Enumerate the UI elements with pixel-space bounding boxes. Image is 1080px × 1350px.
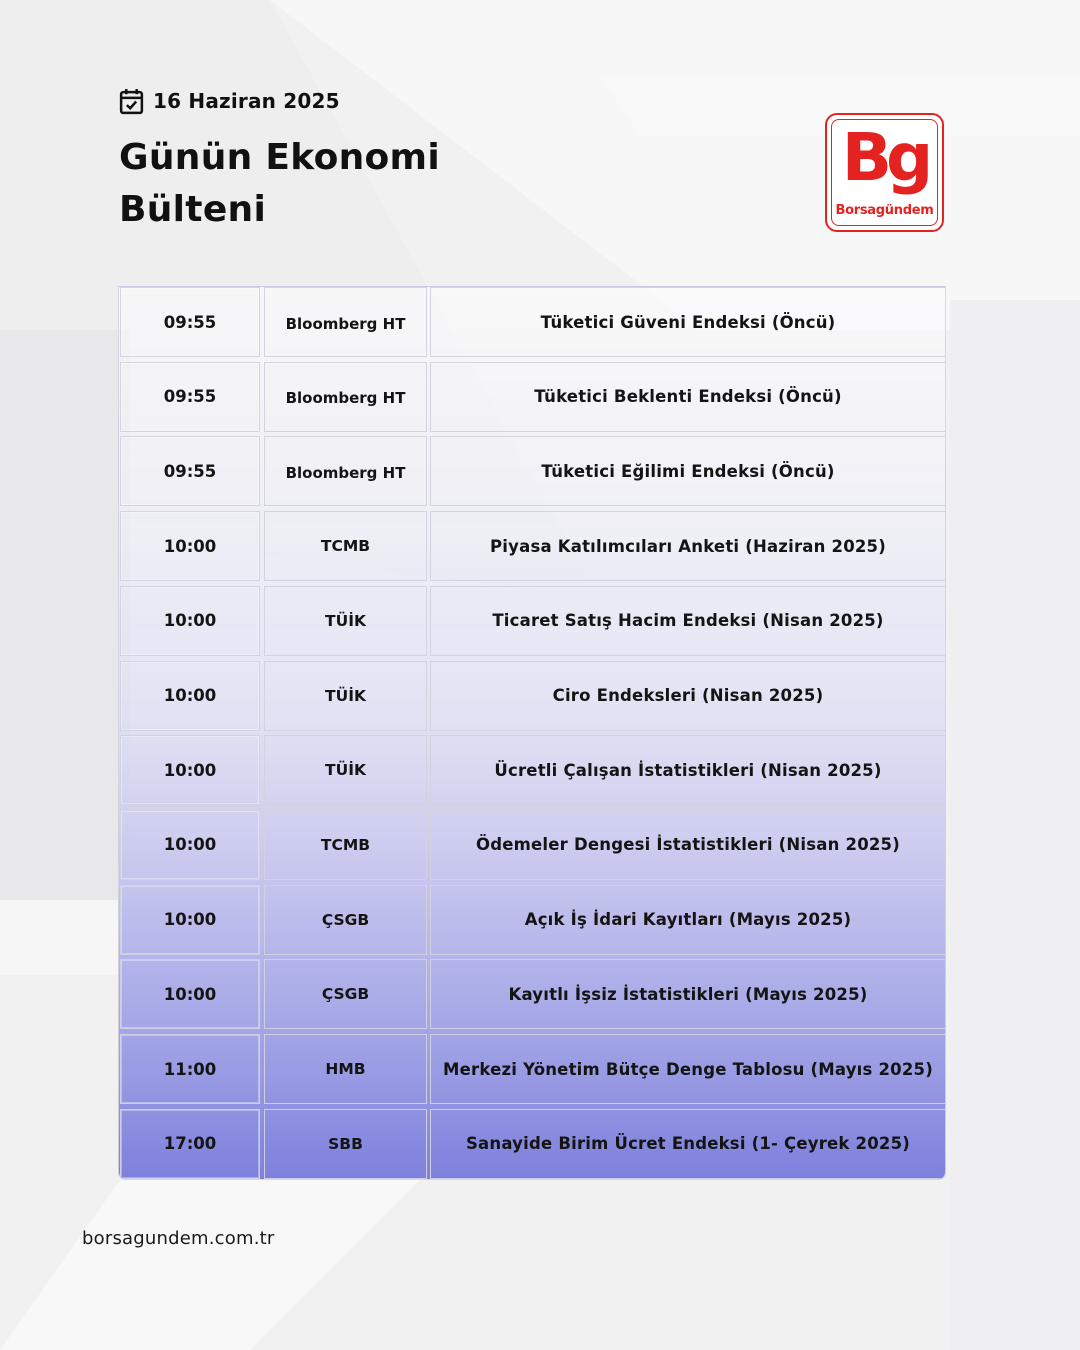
- event-cell: Tüketici Eğilimi Endeksi (Öncü): [430, 436, 946, 506]
- source-cell: TÜİK: [264, 661, 427, 731]
- calendar-check-icon: [119, 88, 144, 115]
- source-cell: TÜİK: [264, 586, 427, 656]
- title-line-1: Günün Ekonomi: [119, 137, 441, 178]
- source-cell: HMB: [264, 1034, 427, 1104]
- event-cell: Sanayide Birim Ücret Endeksi (1- Çeyrek 2025): [430, 1109, 946, 1179]
- time-cell: 10:00: [120, 885, 260, 955]
- table-row: [119, 810, 946, 882]
- source-cell: ÇSGB: [264, 959, 427, 1029]
- page-title: [119, 132, 539, 236]
- source-cell: ÇSGB: [264, 885, 427, 955]
- event-cell: Tüketici Beklenti Endeksi (Öncü): [430, 362, 946, 432]
- event-cell: Ödemeler Dengesi İstatistikleri (Nisan 2025): [430, 810, 946, 880]
- time-cell: 10:00: [120, 735, 260, 805]
- title-line-2: Bülteni: [119, 189, 267, 230]
- schedule-table: [118, 286, 946, 1180]
- source-cell: Bloomberg HT: [264, 362, 427, 432]
- time-cell: 10:00: [120, 810, 260, 880]
- event-cell: Ticaret Satış Hacim Endeksi (Nisan 2025): [430, 586, 946, 656]
- event-cell: Piyasa Katılımcıları Anketi (Haziran 2025): [430, 511, 946, 581]
- table-row: [119, 362, 946, 434]
- event-cell: Açık İş İdari Kayıtları (Mayıs 2025): [430, 885, 946, 955]
- logo-wordmark: Borsagündem: [835, 203, 934, 218]
- event-cell: Kayıtlı İşsiz İstatistikleri (Mayıs 2025): [430, 959, 946, 1029]
- time-cell: 11:00: [120, 1034, 260, 1104]
- event-cell: Ciro Endeksleri (Nisan 2025): [430, 661, 946, 731]
- date-label: 16 Haziran 2025: [153, 89, 340, 113]
- source-cell: TCMB: [264, 511, 427, 581]
- table-row: [119, 1109, 946, 1180]
- event-cell: Tüketici Güveni Endeksi (Öncü): [430, 287, 946, 357]
- table-row: [119, 959, 946, 1031]
- time-cell: 10:00: [120, 511, 260, 581]
- time-cell: 17:00: [120, 1109, 260, 1179]
- event-cell: Ücretli Çalışan İstatistikleri (Nisan 2025): [430, 735, 946, 805]
- time-cell: 10:00: [120, 586, 260, 656]
- table-row: [119, 735, 946, 807]
- time-cell: 10:00: [120, 959, 260, 1029]
- table-row: [119, 436, 946, 508]
- source-cell: Bloomberg HT: [264, 287, 427, 357]
- time-cell: 09:55: [120, 436, 260, 506]
- table-row: [119, 661, 946, 733]
- table-row: [119, 287, 946, 359]
- source-cell: Bloomberg HT: [264, 436, 427, 506]
- table-row: [119, 586, 946, 658]
- logo-letters: Bg: [841, 119, 928, 196]
- time-cell: 10:00: [120, 661, 260, 731]
- table-row: [119, 1034, 946, 1106]
- source-cell: SBB: [264, 1109, 427, 1179]
- borsagundem-logo: [825, 113, 944, 232]
- footer-website: borsagundem.com.tr: [82, 1228, 275, 1249]
- time-cell: 09:55: [120, 287, 260, 357]
- table-row: [119, 885, 946, 957]
- source-cell: TÜİK: [264, 735, 427, 805]
- time-cell: 09:55: [120, 362, 260, 432]
- event-cell: Merkezi Yönetim Bütçe Denge Tablosu (Mayıs 2025): [430, 1034, 946, 1104]
- date-header: [119, 87, 340, 115]
- table-row: [119, 511, 946, 583]
- source-cell: TCMB: [264, 810, 427, 880]
